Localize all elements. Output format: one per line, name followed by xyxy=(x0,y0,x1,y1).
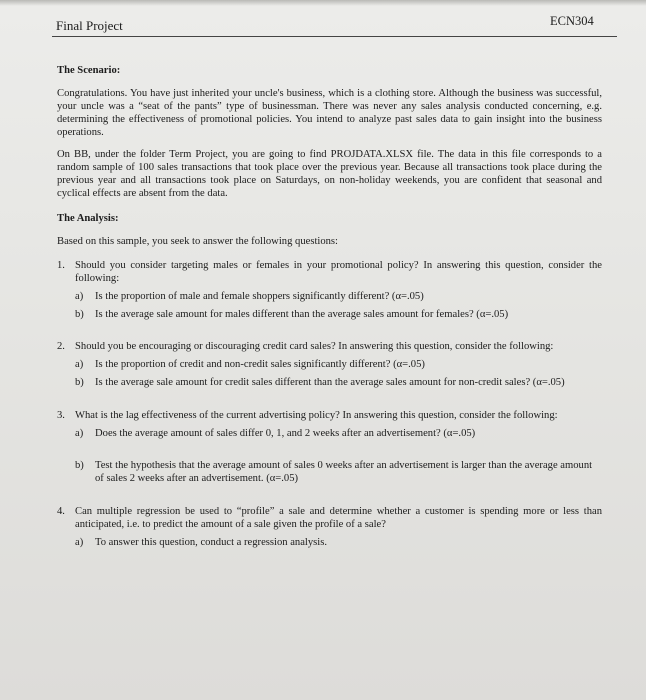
sub-question xyxy=(75,358,602,371)
question-text: Can multiple regression be used to “profile” a sale and determine whether a customer is spending more or less than anticipated, i.e. to predict the amount of a sale given the profile of a sale? xyxy=(75,506,602,530)
sub-question-text: To answer this question, conduct a regression analysis. xyxy=(95,537,327,548)
sub-question-label: a) xyxy=(75,428,84,439)
question-text: Should you consider targeting males or females in your promotional policy? In answering this question, consider the following: xyxy=(75,260,602,284)
question-text: What is the lag effectiveness of the current advertising policy? In answering this question, consider the following: xyxy=(75,410,558,421)
sub-question xyxy=(75,308,602,321)
sub-question-label: b) xyxy=(75,309,84,320)
sub-question-text: Is the average sale amount for males different than the average sales amount for females? (α=.05) xyxy=(95,309,509,320)
sub-question-label: b) xyxy=(75,460,84,471)
analysis-heading: The Analysis: xyxy=(57,213,119,224)
scenario-paragraph-2: On BB, under the folder Term Project, you are going to find PROJDATA.XLSX file. The data in this file corresponds to a random sample of 100 sales transactions that took place over the previous year. Because all transactions took place during the previous year and all transactions took place on Saturdays, on non-holiday weekends, you are confident that seasonal and cyclical effects are absent from the data. xyxy=(57,149,602,199)
sub-question xyxy=(75,427,602,440)
sub-question-label: a) xyxy=(75,359,84,370)
analysis-intro: Based on this sample, you seek to answer the following questions: xyxy=(57,236,338,247)
sub-question xyxy=(75,536,602,549)
sub-question-text: Test the hypothesis that the average amount of sales 0 weeks after an advertisement is larger than the average amount of sales 2 weeks after an advertisement. (α=.05) xyxy=(95,460,593,484)
question-text: Should you be encouraging or discouraging credit card sales? In answering this question, consider the following: xyxy=(75,341,554,352)
scenario-heading: The Scenario: xyxy=(57,65,121,76)
question-3 xyxy=(57,409,602,485)
sub-question-label: a) xyxy=(75,537,84,548)
sub-question-label: a) xyxy=(75,291,84,302)
document-title: Final Project xyxy=(56,18,123,33)
sub-question-text: Is the average sale amount for credit sales different than the average sales amount for non-credit sales? (α=.05) xyxy=(95,377,565,388)
header-divider xyxy=(52,36,617,37)
sub-question xyxy=(75,376,602,389)
question-number: 1. xyxy=(57,260,65,271)
sub-question xyxy=(75,459,602,485)
sub-question-label: b) xyxy=(75,377,84,388)
question-2 xyxy=(57,340,602,389)
question-number: 2. xyxy=(57,341,65,352)
question-1 xyxy=(57,259,602,321)
question-number: 4. xyxy=(57,506,65,517)
course-code: ECN304 xyxy=(550,14,594,28)
sub-question-text: Is the proportion of credit and non-credit sales significantly different? (α=.05) xyxy=(95,359,425,370)
page-top-edge xyxy=(0,0,646,6)
question-4 xyxy=(57,505,602,549)
sub-question-text: Does the average amount of sales differ 0, 1, and 2 weeks after an advertisement? (α=.05) xyxy=(95,428,476,439)
sub-question xyxy=(75,290,602,303)
scenario-paragraph-1: Congratulations. You have just inherited your uncle's business, which is a clothing store. Although the business was successful, your uncle was a “seat of the pants” type of businessman. There was never any sales analysis conducted concerning, e.g. determining the effectiveness of promotional policies. You intend to analyze past sales data to gain insight into the business operations. xyxy=(57,88,602,138)
document-body xyxy=(57,64,602,549)
sub-question-text: Is the proportion of male and female shoppers significantly different? (α=.05) xyxy=(95,291,424,302)
question-number: 3. xyxy=(57,410,65,421)
